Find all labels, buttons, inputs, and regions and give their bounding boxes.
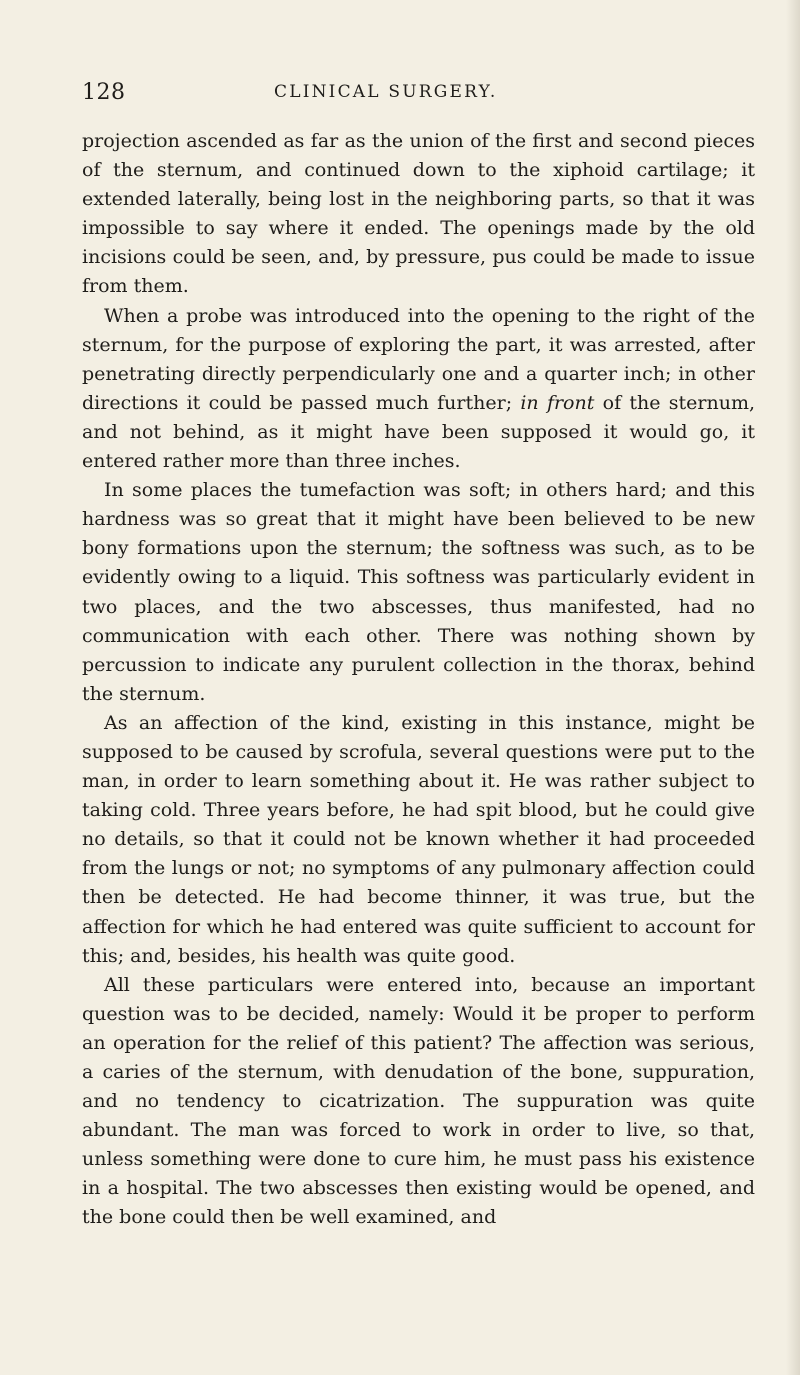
paragraph-5: All these particulars were entered into, because an important question was to be decided, namely: Would it be proper to perform an operation for the relief of this patient? The affection was serious, a caries of the sternum, with denudation of the bone, suppuration, and no tendency to cicatrization. The suppuration was quite abundant. The man was forced to work in order to live, so that, unless something were done to cure him, he must pass his existence in a hospital. The two abscesses then existing would be opened, and the bone could then be well examined, and [82,973,755,1229]
paragraph-2 [82,302,755,477]
page-header [82,80,762,110]
page-number: 128 [82,80,126,105]
paragraph-3: In some places the tumefaction was soft; in others hard; and this hardness was so great that it might have been believed to be new bony formations upon the sternum; the softness was such, as to be evidently owing to a liquid. This softness was particularly evident in two places, and the two abscesses, thus manifested, had no communication with each other. There was nothing shown by percussion to indicate any purulent collection in the thorax, behind the sternum. [82,479,755,705]
paragraph-2-text-after: of the sternum, and not behind, as it might have been supposed it would go, it entered rather more than three inches. [82,391,756,473]
paragraph-4: As an affection of the kind, existing in this instance, might be supposed to be caused by scrofula, several questions were put to the man, in order to learn something about it. He was rather subject to taking cold. Three years before, he had spit blood, but he could give no details, so that it could not be known whether it had proceeded from the lungs or not; no symptoms of any pulmonary affection could then be detected. He had become thinner, it was true, but the affection for which he had entered was quite sufficient to account for this; and, besides, his health was quite good. [82,711,755,967]
paragraph-2-italic-phrase: in front [520,391,595,414]
paragraph-1: projection ascended as far as the union of the first and second pieces of the sternum, and continued down to the xiphoid cartilage; it extended laterally, being lost in the neighboring parts, so that it was impossible to say where it ended. The openings made by the old incisions could be seen, and, by pressure, pus could be made to issue from them. [82,130,755,298]
page-edge-shadow [786,0,800,1375]
body-text [82,127,755,1233]
paragraph-2-text-before: When a probe was introduced into the opening to the right of the sternum, for the purpose of exploring the part, it was arrested, after penetrating directly perpendicularly one and a quarter inch; in other directions it could be passed much further; [82,304,755,414]
running-title: CLINICAL SURGERY. [274,82,498,102]
